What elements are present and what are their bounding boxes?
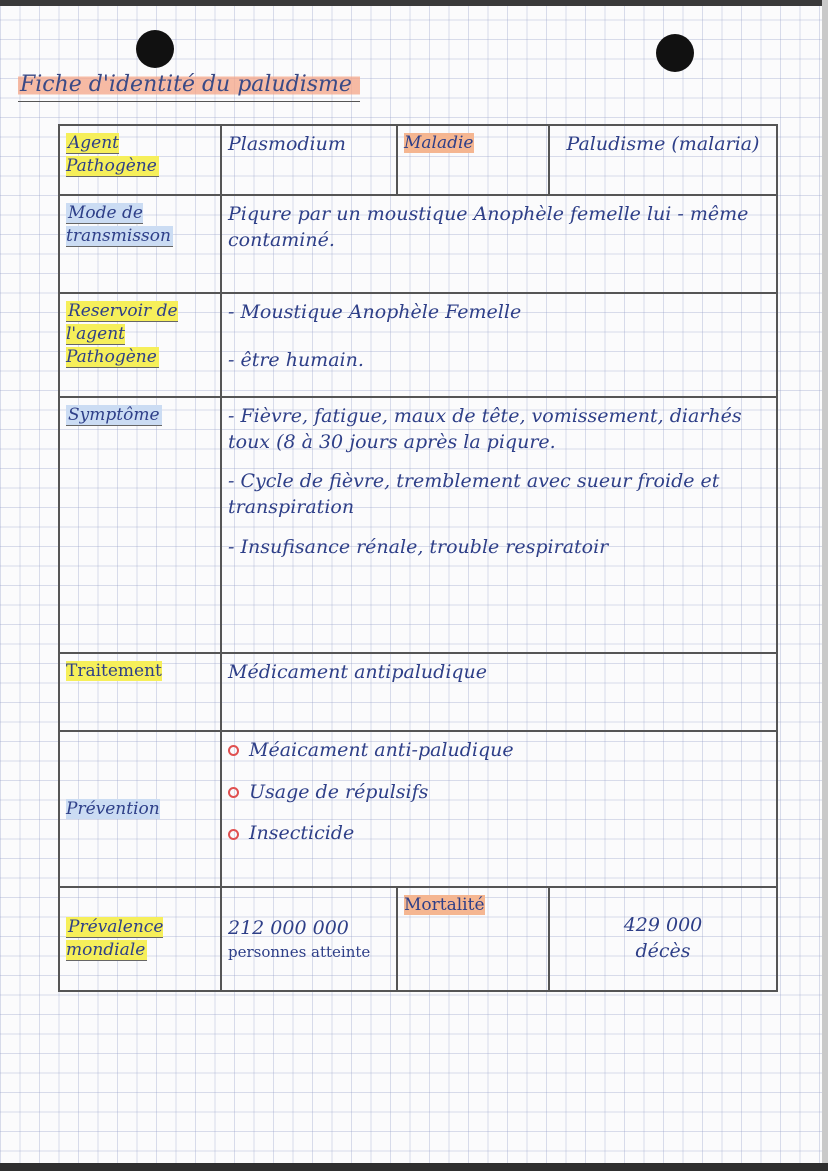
scan-edge-right xyxy=(822,0,828,1171)
agent-value: Plasmodium xyxy=(221,125,397,195)
traitement-label: Traitement xyxy=(66,661,162,681)
reservoir-item: - Moustique Anophèle Femelle xyxy=(228,301,522,323)
reservoir-list xyxy=(228,300,770,373)
maladie-label-cell xyxy=(397,125,549,195)
mortalite-value xyxy=(549,887,777,991)
row-prevention xyxy=(59,731,777,887)
prevention-label: Prévention xyxy=(66,798,160,819)
symptome-item: - Cycle de fièvre, tremblement avec sueur froide et transpiration xyxy=(228,470,720,518)
scan-edge-top xyxy=(0,0,828,6)
row-symptome xyxy=(59,397,777,653)
agent-label: Agent Pathogène xyxy=(66,133,157,176)
row-prevalence xyxy=(59,887,777,991)
reservoir-value xyxy=(221,293,777,397)
punch-hole-left xyxy=(136,30,174,68)
identity-table xyxy=(58,124,778,992)
prevalence-label: Prévalence mondiale xyxy=(66,917,164,960)
symptome-item: - Fièvre, fatigue, maux de tête, vomissement, diarhés toux (8 à 30 jours après la piqure. xyxy=(228,405,742,453)
prevalence-value xyxy=(221,887,397,991)
row-reservoir xyxy=(59,293,777,397)
prevention-item xyxy=(228,780,770,806)
reservoir-label-cell xyxy=(59,293,221,397)
reservoir-label: Reservoir de l'agent Pathogène xyxy=(66,301,178,367)
maladie-label: Maladie xyxy=(404,133,474,153)
circle-bullet-icon xyxy=(228,745,239,756)
prevention-list xyxy=(228,738,770,847)
row-traitement xyxy=(59,653,777,731)
row-agent xyxy=(59,125,777,195)
symptome-item: - Insufisance rénale, trouble respiratoir xyxy=(228,535,609,558)
prevalence-number: 212 000 000 xyxy=(228,917,349,940)
prevalence-unit: personnes atteinte xyxy=(228,942,371,961)
symptome-list xyxy=(228,404,770,560)
page-title: Fiche d'identité du paludisme xyxy=(18,72,360,102)
prevention-item xyxy=(228,738,770,764)
maladie-value: Paludisme (malaria) xyxy=(549,125,777,195)
symptome-value xyxy=(221,397,777,653)
prevention-item-text: Insecticide xyxy=(249,822,355,845)
prevalence-label-cell xyxy=(59,887,221,991)
symptome-label-cell xyxy=(59,397,221,653)
mortalite-number: 429 000 xyxy=(623,914,703,937)
prevention-value xyxy=(221,731,777,887)
scan-edge-bottom xyxy=(0,1163,828,1171)
mortalite-label: Mortalité xyxy=(404,895,485,915)
prevention-item-text: Usage de répulsifs xyxy=(249,780,429,803)
circle-bullet-icon xyxy=(228,829,239,840)
prevention-item xyxy=(228,821,770,847)
symptome-label: Symptôme xyxy=(68,405,160,425)
traitement-label-cell xyxy=(59,653,221,731)
transmission-label-cell xyxy=(59,195,221,293)
punch-hole-right xyxy=(656,34,694,72)
mortalite-label-cell xyxy=(397,887,549,991)
transmission-label: Mode de transmisson xyxy=(66,203,171,246)
prevention-item-text: Méaicament anti-paludique xyxy=(249,739,514,761)
traitement-value: Médicament antipaludique xyxy=(221,653,777,731)
agent-label-cell xyxy=(59,125,221,195)
mortalite-unit: décès xyxy=(635,940,691,962)
circle-bullet-icon xyxy=(228,787,239,798)
reservoir-item: - être humain. xyxy=(228,348,364,371)
prevention-label-cell xyxy=(59,731,221,887)
transmission-value: Piqure par un moustique Anophèle femelle lui - même contaminé. xyxy=(221,195,777,293)
row-transmission xyxy=(59,195,777,293)
